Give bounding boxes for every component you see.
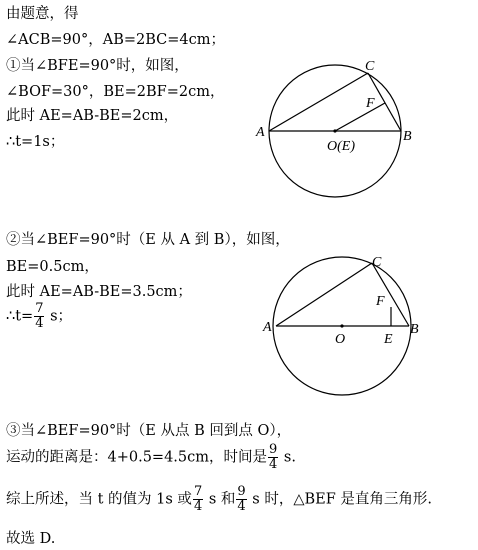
text-line-8: BE=0.5cm， (6, 259, 99, 275)
figure-2-label-c: C (372, 255, 382, 270)
figure-2-label-o: O (335, 332, 346, 347)
text-line-6: ∴t=1s； (6, 134, 65, 150)
text-line-7: ②当∠BEF=90°时（E 从 A 到 B），如图， (6, 232, 290, 248)
figure-2-label-a: A (263, 320, 272, 335)
figure-1-label-oe: O(E) (327, 139, 355, 154)
figure-1-label-c: C (365, 59, 375, 74)
text-line-4: ∠BOF=30°，BE=2BF=2cm， (6, 84, 225, 100)
text-line-3: ①当∠BFE=90°时，如图， (6, 58, 189, 74)
fraction-denominator: 4 (269, 457, 278, 472)
figure-2-chord-ac (276, 263, 372, 326)
text-line-2: ∠ACB=90°，AB=2BC=4cm； (6, 32, 225, 48)
figure-2-label-f: F (376, 294, 385, 309)
fraction-numerator: 7 (193, 484, 203, 499)
figure-1-label-b: B (403, 129, 412, 144)
text-line-10-suffix: s； (45, 308, 73, 325)
fraction-numerator: 7 (35, 301, 44, 316)
fraction-numerator: 9 (237, 484, 246, 499)
text-line-5: 此时 AE=AB-BE=2cm， (6, 108, 179, 124)
text-line-9: 此时 AE=AB-BE=3.5cm； (6, 284, 192, 300)
text-line-13-a: 综上所述，当 t 的值为 1s 或 (6, 491, 192, 508)
text-line-12-prefix: 运动的距离是：4+0.5=4.5cm，时间是 (6, 449, 268, 466)
text-line-13-b: s 和 (204, 491, 236, 508)
text-line-10-prefix: ∴t= (6, 308, 34, 325)
figure-2-center-dot (340, 324, 343, 327)
text-line-1: 由题意，得 (6, 6, 79, 22)
fraction-denominator: 4 (237, 499, 246, 514)
figure-1-label-a: A (256, 125, 265, 140)
text-line-12-suffix: s. (279, 449, 296, 466)
figure-2-label-b: B (410, 322, 419, 337)
text-line-11: ③当∠BEF=90°时（E 从点 B 回到点 O）， (6, 423, 292, 439)
text-line-14: 故选 D. (6, 531, 56, 547)
text-line-13-c: s 时，△BEF 是直角三角形. (247, 491, 433, 508)
figure-2-label-e: E (384, 332, 393, 347)
figure-1-label-f: F (366, 96, 375, 111)
fraction-denominator: 4 (193, 499, 203, 514)
fraction-numerator: 9 (269, 442, 278, 457)
fraction-denominator: 4 (35, 316, 44, 331)
